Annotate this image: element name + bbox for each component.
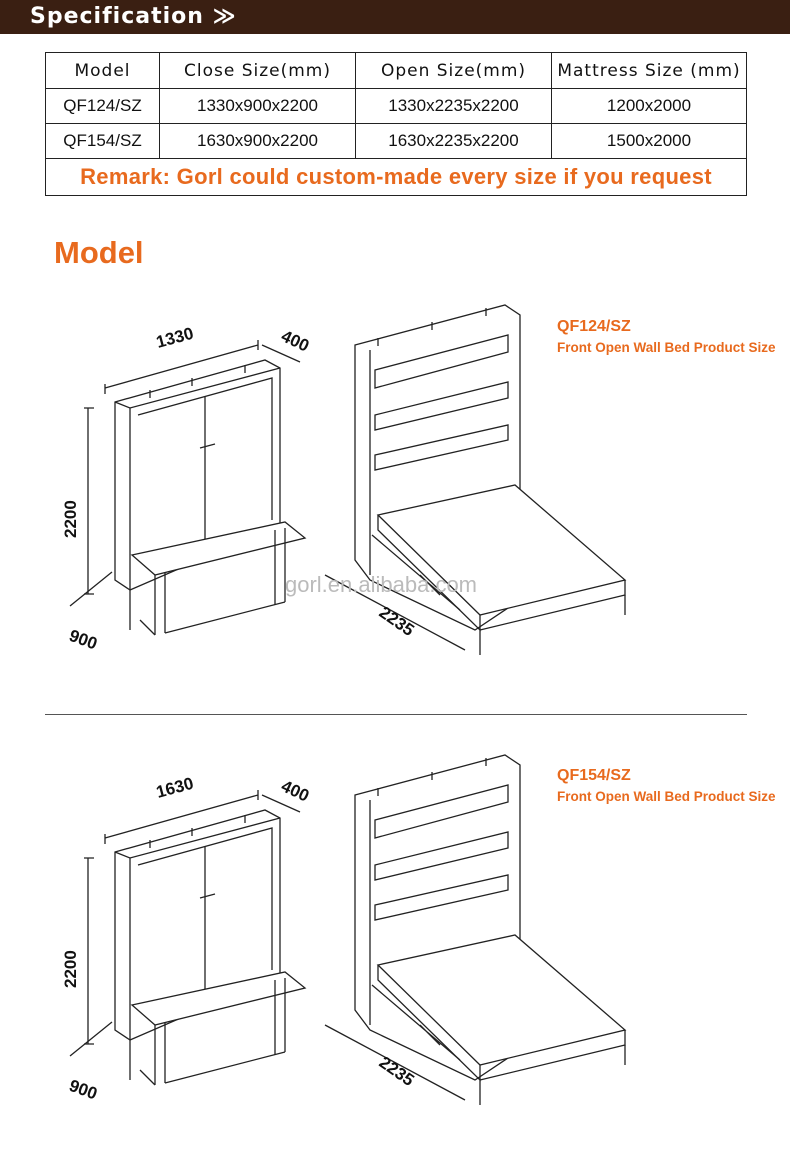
dim-height: 2200 — [61, 500, 80, 538]
col-header-close-size: Close Size(mm) — [160, 53, 356, 89]
product-model-label: QF154/SZ — [557, 767, 631, 784]
section-title: Model — [54, 235, 144, 270]
dim-open-length: 2235 — [375, 1052, 418, 1090]
section-divider — [45, 714, 747, 715]
cell-mattress-size: 1500x2000 — [552, 124, 747, 159]
dim-height: 2200 — [61, 950, 80, 988]
spec-table — [45, 52, 747, 196]
cell-model: QF124/SZ — [46, 89, 160, 124]
cell-mattress-size: 1200x2000 — [552, 89, 747, 124]
dim-depth: 400 — [278, 326, 313, 356]
dim-width: 1630 — [154, 773, 196, 802]
col-header-model: Model — [46, 53, 160, 89]
product-description: Front Open Wall Bed Product Size — [557, 340, 776, 355]
cell-open-size: 1330x2235x2200 — [356, 89, 552, 124]
dim-width: 1330 — [154, 323, 196, 352]
watermark: gorl.en.alibaba.com — [285, 572, 478, 597]
product-drawing-1 — [0, 290, 790, 670]
dim-closed-depth: 900 — [66, 1075, 100, 1104]
dim-depth: 400 — [278, 776, 313, 806]
table-row — [46, 124, 747, 159]
product-drawing-2 — [0, 740, 790, 1120]
product-description: Front Open Wall Bed Product Size — [557, 789, 776, 804]
dim-open-length: 2235 — [375, 602, 418, 640]
spec-header-row — [46, 53, 747, 89]
product-model-label: QF124/SZ — [557, 318, 631, 335]
cell-model: QF154/SZ — [46, 124, 160, 159]
remark-text: Remark: Gorl could custom-made every size if you request — [46, 159, 747, 196]
dim-closed-depth: 900 — [66, 625, 100, 654]
col-header-open-size: Open Size(mm) — [356, 53, 552, 89]
table-row — [46, 89, 747, 124]
cell-close-size: 1330x900x2200 — [160, 89, 356, 124]
spec-banner — [0, 0, 790, 34]
remark-row — [46, 159, 747, 196]
col-header-mattress-size: Mattress Size (mm) — [552, 53, 747, 89]
spec-banner-title: Specification ≫ — [30, 4, 237, 29]
cell-close-size: 1630x900x2200 — [160, 124, 356, 159]
cell-open-size: 1630x2235x2200 — [356, 124, 552, 159]
